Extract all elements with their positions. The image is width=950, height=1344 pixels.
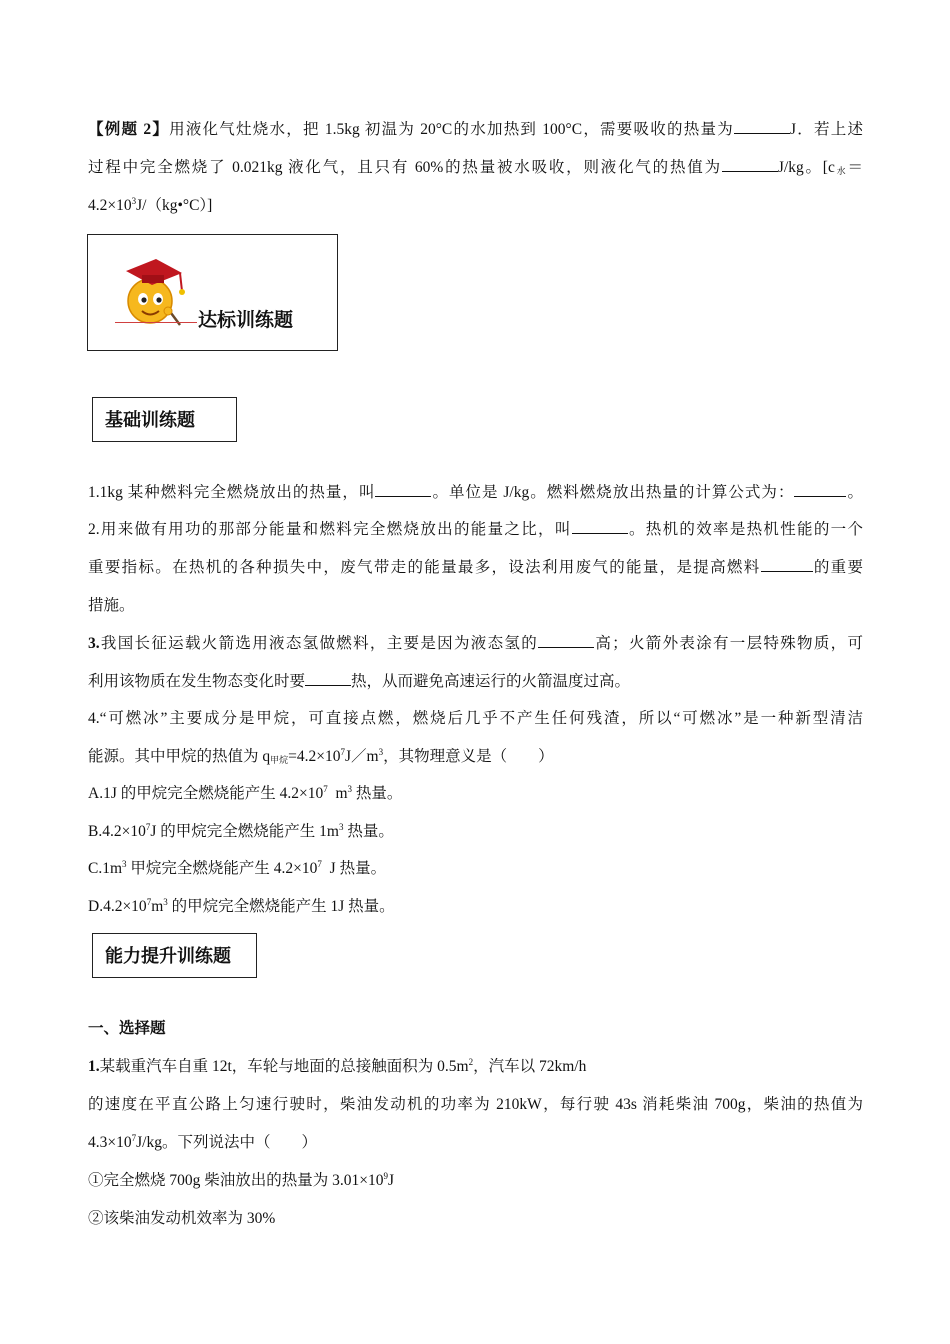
question-2-line3: 措施。 [88,597,135,614]
subsection-heading: 一、选择题 [88,1020,166,1037]
question-4-option-c: $C.1m^3$ 甲烷完全燃烧能产生 $4.2\times 10^7$ J 热量。 [88,859,387,877]
question-4-line1: 4.“可燃冰”主要成分是甲烷，可直接点燃，燃烧后几乎不产生任何残渣，所以“可燃冰”是一种新型清洁 [88,710,863,727]
section-basic-heading: 基础训练题 [92,397,237,442]
question-2-line1: 2.用来做有用功的那部分能量和燃料完全燃烧放出的能量之比，叫 。热机的效率是热机性能的一个 [88,521,863,538]
question-3-line2: 利用该物质在发生物态变化时要 热，从而避免高速运行的火箭温度过高。 [88,673,631,690]
answer-blank[interactable] [722,157,778,172]
example2-prefix: 【例题 2】 [88,121,170,138]
banner-rule [115,322,197,323]
question-4-option-a: A.1J 的甲烷完全燃烧能产生 $4.2\times 10^7$ $m^3$ 热量。 [88,784,403,802]
example2-line1: 【例题 2】用液化气灶烧水，把 1.5kg 初温为 20°C的水加热到 100°C，需要吸收的热量为 J．若上述 [88,121,863,138]
section-advanced-heading: 能力提升训练题 [92,933,257,978]
answer-blank[interactable] [761,557,813,572]
question-4-option-b: $B.4.2\times 10^7J$ 的甲烷完全燃烧能产生 $1m^3$ 热量。 [88,822,394,840]
problem-1-line3: $4.3\times 10^7J/kg$。下列说法中（ ） [88,1133,317,1151]
example2-line3: $4.2\times 10^3J/(kg•^\circ C)$] [88,196,213,214]
answer-blank[interactable] [305,671,351,686]
banner-title: 达标训练题 [198,309,294,331]
example2-line2: 过程中完全燃烧了 0.021kg 液化气，且只有 60%的热量被水吸收，则液化气的热值为 J/kg。[$c_水=$ [88,159,863,176]
training-banner [87,234,338,351]
answer-blank[interactable] [794,482,846,497]
question-1: 1.1kg 某种燃料完全燃烧放出的热量，叫 。单位是 J/kg。燃料燃烧放出热量的计算公式为： 。 [88,484,863,501]
answer-blank[interactable] [538,633,594,648]
problem-1-statement-1: ①完全燃烧 700g 柴油放出的热量为 $3.01\times 10^9J$ [88,1171,395,1189]
question-4-option-d: $D.4.2\times 10^7m^3$ 的甲烷完全燃烧能产生 1J 热量。 [88,897,395,915]
answer-blank[interactable] [734,119,790,134]
question-4-line2: 能源。其中甲烷的热值为 $q_{甲烷}=4.2\times 10^7J/m^3$，其物理意义是（ ） [88,747,554,765]
problem-1-line1: 1.某载重汽车自重 12t，车轮与地面的总接触面积为 $0.5m^2$，汽车以 72km/h [88,1057,587,1075]
question-3-line1: 3.我国长征运载火箭选用液态氢做燃料，主要是因为液态氢的 高；火箭外表涂有一层特殊物质，可 [88,635,863,652]
answer-blank[interactable] [375,482,431,497]
problem-1-line2: 的速度在平直公路上匀速行驶时，柴油发动机的功率为 210kW，每行驶 43s 消耗柴油 700g，柴油的热值为 [88,1096,863,1113]
problem-1-statement-2: ②该柴油发动机效率为 30% [88,1210,276,1227]
question-2-line2: 重要指标。在热机的各种损失中，废气带走的能量最多，设法利用废气的能量，是提高燃料 的重要 [88,559,863,576]
answer-blank[interactable] [572,519,628,534]
